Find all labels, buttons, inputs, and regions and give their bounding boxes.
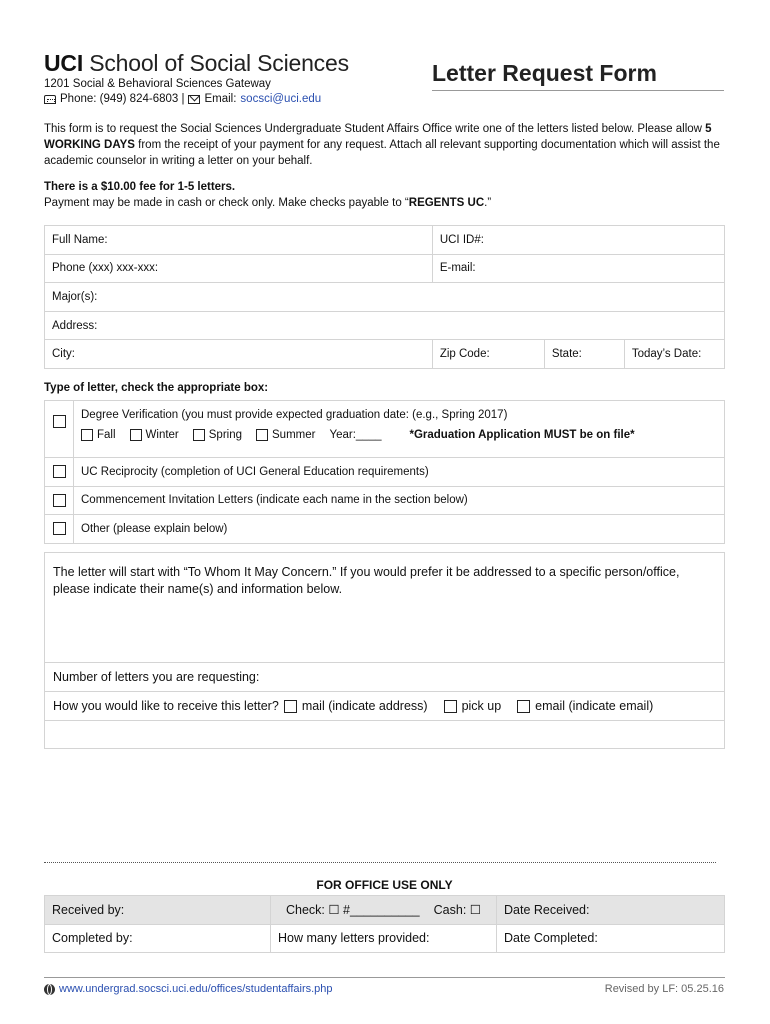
email-checkbox[interactable] <box>517 700 530 713</box>
commencement-label: Commencement Invitation Letters (indicate each name in the section below) <box>74 486 725 515</box>
number-of-letters-field[interactable]: Number of letters you are requesting: <box>45 663 725 692</box>
logo-school: School of Social Sciences <box>89 50 349 76</box>
degree-checkbox-cell <box>45 401 74 458</box>
intro-paragraph <box>44 121 724 169</box>
spring-checkbox[interactable] <box>193 429 205 441</box>
office-use-title: FOR OFFICE USE ONLY <box>316 878 453 892</box>
city-field[interactable]: City: <box>45 340 433 369</box>
summer-label: Summer <box>272 429 316 441</box>
pickup-checkbox[interactable] <box>444 700 457 713</box>
receive-method-row <box>45 692 725 721</box>
payment-notice <box>44 197 491 209</box>
commencement-checkbox[interactable] <box>53 494 66 507</box>
graduation-note: *Graduation Application MUST be on file* <box>409 429 635 441</box>
degree-verification-checkbox[interactable] <box>53 415 66 428</box>
year-field[interactable]: Year:____ <box>329 429 382 441</box>
fall-label: Fall <box>97 429 116 441</box>
pickup-label: pick up <box>461 699 502 713</box>
zip-field[interactable]: Zip Code: <box>432 340 544 369</box>
letter-type-heading: Type of letter, check the appropriate box: <box>44 382 269 394</box>
globe-icon <box>44 984 55 995</box>
payment-text-2: .” <box>484 197 492 209</box>
degree-verification-label: Degree Verification (you must provide expected graduation date: (e.g., Spring 2017) <box>81 409 508 421</box>
footer-link[interactable] <box>44 983 333 995</box>
intro-text-2: from the receipt of your payment for any request. Attach all relevant supporting documentation which will assist the academic counselor in writing a letter on your behalf. <box>44 139 720 167</box>
school-logo <box>44 50 349 77</box>
logo-uci: UCI <box>44 50 84 76</box>
email-label: Email: <box>204 93 237 105</box>
payment-text-1: Payment may be made in cash or check only. Make checks payable to “ <box>44 197 409 209</box>
phone-icon <box>44 95 56 104</box>
fall-checkbox[interactable] <box>81 429 93 441</box>
email-option-label: email (indicate email) <box>535 699 654 713</box>
date-completed-field[interactable]: Date Completed: <box>497 924 725 953</box>
address-field[interactable]: Address: <box>45 311 725 340</box>
footer-url[interactable]: www.undergrad.socsci.uci.edu/offices/studentaffairs.php <box>59 983 333 995</box>
payment-payee: REGENTS UC <box>408 197 485 209</box>
date-received-field[interactable]: Date Received: <box>497 896 725 925</box>
full-name-field[interactable]: Full Name: <box>45 226 433 255</box>
winter-label: Winter <box>145 429 179 441</box>
letters-provided-field[interactable]: How many letters provided: <box>271 924 497 953</box>
footer-divider <box>44 977 725 978</box>
reciprocity-checkbox-cell <box>45 458 74 487</box>
degree-verification-option <box>74 401 725 458</box>
intro-bold: 5 WORKING DAYS <box>44 123 712 151</box>
title-divider <box>432 90 724 91</box>
email-field[interactable]: E-mail: <box>432 254 724 283</box>
todays-date-field[interactable]: Today’s Date: <box>624 340 724 369</box>
fee-notice: There is a $10.00 fee for 1-5 letters. <box>44 181 236 193</box>
mail-icon <box>188 95 200 104</box>
majors-field[interactable]: Major(s): <box>45 283 725 312</box>
other-checkbox-cell <box>45 515 74 544</box>
commencement-checkbox-cell <box>45 486 74 515</box>
uc-reciprocity-checkbox[interactable] <box>53 465 66 478</box>
phone-text: Phone: (949) 824-6803 | <box>60 93 185 105</box>
cash-field[interactable]: Cash: ☐ <box>433 903 481 918</box>
student-info-table <box>44 225 725 369</box>
received-by-field[interactable]: Received by: <box>45 896 271 925</box>
intro-text-1: This form is to request the Social Sciences Undergraduate Student Affairs Office write one of the letters listed below. Please allow <box>44 123 706 135</box>
state-field[interactable]: State: <box>544 340 624 369</box>
extra-info-field[interactable] <box>45 721 725 749</box>
office-address: 1201 Social & Behavioral Sciences Gateway <box>44 78 271 90</box>
office-divider <box>44 862 716 863</box>
letter-details-table <box>44 552 725 749</box>
other-label: Other (please explain below) <box>74 515 725 544</box>
uci-id-field[interactable]: UCI ID#: <box>432 226 724 255</box>
check-number-field[interactable]: Check: ☐ #__________ <box>286 903 420 918</box>
office-use-table <box>44 895 725 953</box>
uc-reciprocity-label: UC Reciprocity (completion of UCI General Education requirements) <box>74 458 725 487</box>
form-title: Letter Request Form <box>432 60 657 86</box>
graduation-term-row <box>81 429 717 441</box>
phone-field[interactable]: Phone (xxx) xxx-xxx: <box>45 254 433 283</box>
mail-label: mail (indicate address) <box>301 699 428 713</box>
payment-method-field[interactable] <box>271 896 497 925</box>
spring-label: Spring <box>208 429 243 441</box>
winter-checkbox[interactable] <box>130 429 142 441</box>
letter-type-table <box>44 400 725 544</box>
contact-line <box>44 93 321 105</box>
email-link[interactable]: socsci@uci.edu <box>240 93 322 105</box>
summer-checkbox[interactable] <box>256 429 268 441</box>
addressee-field[interactable]: The letter will start with “To Whom It May Concern.” If you would prefer it be addressed to a specific person/office, please indicate their name(s) and information below. <box>45 553 725 663</box>
revision-note: Revised by LF: 05.25.16 <box>604 983 724 995</box>
receive-question: How you would like to receive this letter? <box>53 699 279 713</box>
mail-checkbox[interactable] <box>284 700 297 713</box>
other-checkbox[interactable] <box>53 522 66 535</box>
completed-by-field[interactable]: Completed by: <box>45 924 271 953</box>
